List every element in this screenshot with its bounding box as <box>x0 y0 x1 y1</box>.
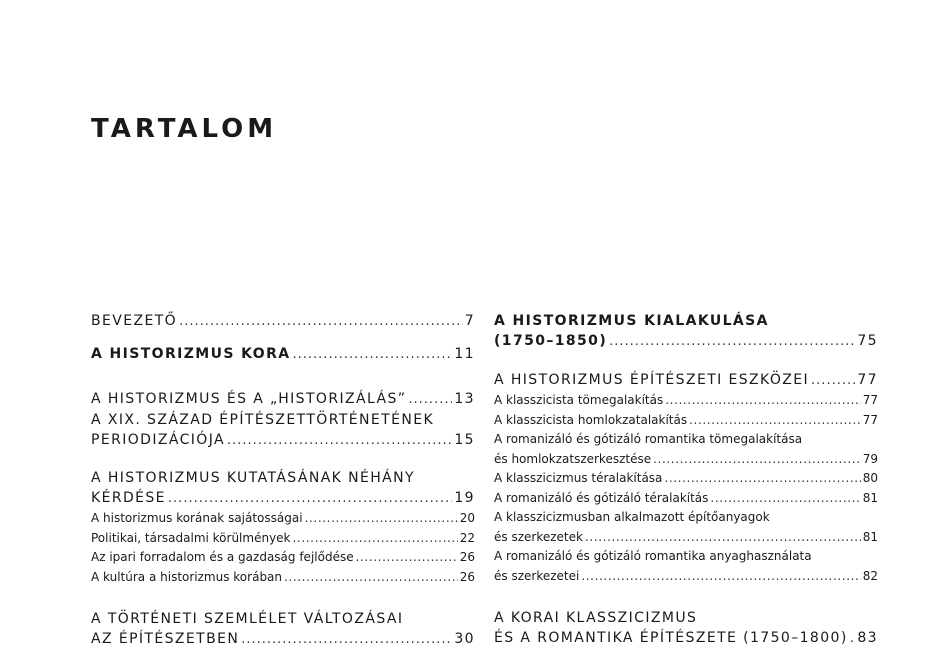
toc-entry-title-line2: és szerkezetek <box>494 529 583 544</box>
toc-entry-title-line1: A klasszicizmusban alkalmazott építőanyagok <box>494 510 770 524</box>
page-title: TARTALOM <box>91 114 278 144</box>
toc-page-number: 19 <box>454 490 475 506</box>
toc-entry-historizmus-kora[interactable] <box>91 344 475 365</box>
leader-dots <box>689 411 861 431</box>
toc-entry-title-line2: (1750–1850) <box>494 333 608 349</box>
toc-page-number: 26 <box>459 550 475 564</box>
toc-subentry[interactable] <box>494 508 878 547</box>
toc-entry-title-line1: A TÖRTÉNETI SZEMLÉLET VÁLTOZÁSAI <box>91 611 404 627</box>
leader-dots <box>585 528 861 548</box>
leader-dots <box>241 630 452 650</box>
leader-dots <box>293 345 453 365</box>
toc-entry-historizalas[interactable] <box>91 389 475 410</box>
toc-page-number: 7 <box>464 313 475 329</box>
leader-dots <box>168 489 452 509</box>
toc-subentry[interactable] <box>494 547 878 586</box>
leader-dots <box>811 371 855 391</box>
toc-subentry[interactable] <box>494 430 878 469</box>
toc-page-number: 79 <box>862 451 878 466</box>
leader-dots <box>710 489 860 509</box>
toc-entry-title-line1: A KORAI KLASSZICIZMUS <box>494 610 698 626</box>
toc-entry-korai-klasszicizmus[interactable] <box>494 608 878 649</box>
toc-entry-title: A HISTORIZMUS ÉPÍTÉSZETI ESZKÖZEI <box>494 372 810 388</box>
toc-entry-title: A romanizáló és gótizáló téralakítás <box>494 490 709 505</box>
toc-page-number: 81 <box>862 490 878 505</box>
leader-dots <box>356 548 458 568</box>
toc-right-column <box>494 311 878 649</box>
toc-subentry[interactable] <box>91 509 475 529</box>
toc-entry-title-line1: A romanizáló és gótizáló romantika anyaghasználata <box>494 549 812 563</box>
leader-dots <box>665 391 860 411</box>
toc-entry-title-line2: és homlokzatszerkesztése <box>494 451 652 466</box>
toc-subentry[interactable] <box>494 489 878 509</box>
leader-dots <box>305 509 458 529</box>
toc-entry-title: A kultúra a historizmus korában <box>91 569 283 584</box>
toc-entry-title: A klasszicista tömegalakítás <box>494 393 664 407</box>
toc-page-number: 77 <box>862 393 878 407</box>
toc-page-number: 81 <box>862 529 878 544</box>
toc-entry-title: A historizmus korának sajátosságai <box>91 511 303 525</box>
toc-entry-title-line1: A romanizáló és gótizáló romantika tömegalakítása <box>494 432 803 446</box>
leader-dots <box>664 469 860 489</box>
toc-page-number: 82 <box>862 568 878 583</box>
leader-dots <box>609 332 855 352</box>
toc-page-number: 80 <box>862 471 878 485</box>
toc-subentry[interactable] <box>494 469 878 489</box>
toc-page-number: 77 <box>857 372 878 388</box>
toc-subentry[interactable] <box>91 568 475 588</box>
toc-page-number: 26 <box>459 569 475 584</box>
toc-entry-title-line1: A HISTORIZMUS KUTATÁSÁNAK NÉHÁNY <box>91 470 415 486</box>
toc-entry-kutatas[interactable] <box>91 468 475 509</box>
toc-entry-kialakulasa[interactable] <box>494 311 878 352</box>
toc-page-number: 13 <box>454 391 475 407</box>
leader-dots <box>408 390 452 410</box>
toc-entry-title-line1: A HISTORIZMUS KIALAKULÁSA <box>494 313 769 329</box>
toc-page-number: 22 <box>459 530 475 545</box>
toc-page-number: 75 <box>857 333 878 349</box>
toc-entry-title-line2: KÉRDÉSE <box>91 490 166 506</box>
toc-page-number: 83 <box>857 630 878 646</box>
leader-dots <box>581 567 860 587</box>
toc-entry-periodizacio[interactable] <box>91 410 475 451</box>
leader-dots <box>179 312 463 332</box>
toc-entry-title-line2: ÉS A ROMANTIKA ÉPÍTÉSZETE (1750–1800) <box>494 630 848 646</box>
toc-page-number: 11 <box>454 346 475 362</box>
leader-dots <box>653 450 861 470</box>
toc-entry-title: Az ipari forradalom és a gazdaság fejlődése <box>91 550 354 564</box>
toc-subentry[interactable] <box>91 529 475 549</box>
toc-entry-torteneti-szemlelet[interactable] <box>91 609 475 650</box>
toc-entry-title-line1: A XIX. SZÁZAD ÉPÍTÉSZETTÖRTÉNETÉNEK <box>91 412 435 428</box>
leader-dots <box>227 431 452 451</box>
toc-entry-title: Politikai, társadalmi körülmények <box>91 530 291 545</box>
toc-entry-title: A klasszicista homlokzatalakítás <box>494 412 688 427</box>
leader-dots <box>284 568 458 588</box>
toc-entry-title-line2: PERIODIZÁCIÓJA <box>91 432 225 448</box>
toc-entry-title: A HISTORIZMUS KORA <box>91 346 291 362</box>
toc-page-number: 30 <box>454 631 475 647</box>
toc-entry-title-line2: AZ ÉPÍTÉSZETBEN <box>91 631 240 647</box>
toc-page-number: 20 <box>459 511 475 525</box>
toc-entry-epiteszeti-eszkozei[interactable] <box>494 370 878 391</box>
toc-entry-title: A klasszicizmus téralakítása <box>494 471 663 485</box>
toc-page-number: 77 <box>862 412 878 427</box>
toc-subentry[interactable] <box>91 548 475 568</box>
toc-left-column <box>91 311 475 650</box>
toc-entry-title-line2: és szerkezetei <box>494 568 580 583</box>
leader-dots <box>850 629 856 649</box>
leader-dots <box>293 529 458 549</box>
toc-subentry[interactable] <box>494 411 878 431</box>
toc-entry-title: A HISTORIZMUS ÉS A „HISTORIZÁLÁS” <box>91 391 407 407</box>
toc-page-number: 15 <box>454 432 475 448</box>
toc-entry-title: BEVEZETŐ <box>91 313 178 329</box>
toc-subentry[interactable] <box>494 391 878 411</box>
toc-entry-bevezeto[interactable] <box>91 311 475 332</box>
